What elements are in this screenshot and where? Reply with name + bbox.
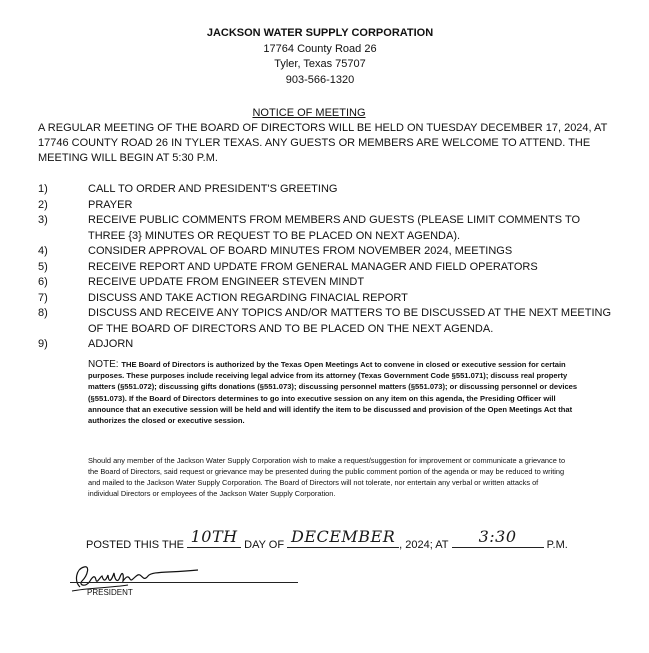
agenda-number: 2) bbox=[38, 198, 48, 211]
agenda-item bbox=[38, 275, 618, 291]
agenda-number: 7) bbox=[38, 291, 48, 304]
agenda-item bbox=[38, 213, 618, 244]
agenda-item bbox=[38, 260, 618, 276]
agenda-item bbox=[38, 198, 618, 214]
posted-month-blank bbox=[287, 527, 399, 548]
meeting-announcement: A REGULAR MEETING OF THE BOARD OF DIRECTORS WILL BE HELD ON TUESDAY DECEMBER 17, 2024, AT 17746 COUNTY ROAD 26 IN TYLER TEXAS. ANY GUESTS OR MEMBERS ARE WELCOME TO ATTEND. THE MEETING WILL BEGIN AT 5:30 P.M. bbox=[38, 122, 608, 164]
letterhead bbox=[0, 26, 640, 88]
posted-suffix: P.M. bbox=[546, 539, 568, 551]
phone-number: 903-566-1320 bbox=[285, 73, 355, 86]
agenda-text: RECEIVE PUBLIC COMMENTS FROM MEMBERS AND GUESTS (PLEASE LIMIT COMMENTS TO THREE {3} MINUTES OR REQUEST TO BE PLACED ON NEXT AGENDA). bbox=[88, 214, 581, 242]
signature-line bbox=[70, 582, 298, 583]
executive-session-note bbox=[88, 359, 583, 426]
agenda-text: CONSIDER APPROVAL OF BOARD MINUTES FROM NOVEMBER 2024, MEETINGS bbox=[88, 245, 513, 257]
address-line-2: Tyler, Texas 75707 bbox=[274, 58, 366, 70]
agenda-item bbox=[38, 291, 618, 307]
agenda-item bbox=[38, 337, 618, 353]
agenda-number: 4) bbox=[38, 245, 48, 257]
agenda-item bbox=[38, 182, 618, 198]
note-text: THE Board of Directors is authorized by the Texas Open Meetings Act to convene in closed or executive session for certain purposes. These purposes include receiving legal advice from its attorney (Texas Government Code §551.071); discuss real property matters (§551.072); discussing gifts donations (§551.073); discussing personnel matters (§551.073); or discussing personnel or devices (§551.073). If the Board of Directors determines to go into executive session on any item on this agenda, the Presiding Officer will announce that an executive session will be held and will identify the item to be discussed and provision of the Open Meetings Act that authorizes the closed or executive session. bbox=[88, 360, 578, 426]
agenda-number: 6) bbox=[38, 276, 48, 288]
agenda-text: CALL TO ORDER AND PRESIDENT'S GREETING bbox=[88, 183, 338, 195]
grievance-paragraph: Should any member of the Jackson Water Supply Corporation wish to make a request/suggestion for improvement or communicate a grievance to the Board of Directors, said request or grievance may be presented during the public comment portion of the agenda or may be reduced to writing and mailed to the Jackson Water Supply Corporation. The Board of Directors will not tolerate, nor entertain any verbal or written attacks of individual Directors or employees of the Jackson Water Supply Corporation. bbox=[88, 456, 566, 498]
organization-name: JACKSON WATER SUPPLY CORPORATION bbox=[206, 27, 434, 39]
agenda-number: 5) bbox=[38, 260, 48, 273]
agenda-text: DISCUSS AND TAKE ACTION REGARDING FINACIAL REPORT bbox=[88, 291, 408, 304]
posted-prefix: POSTED THIS THE bbox=[86, 539, 185, 551]
posting-line bbox=[86, 527, 606, 551]
agenda-text: DISCUSS AND RECEIVE ANY TOPICS AND/OR MATTERS TO BE DISCUSSED AT THE NEXT MEETING OF THE BOARD OF DIRECTORS AND TO BE PLACED ON THE NEXT AGENDA. bbox=[88, 307, 612, 335]
agenda-number: 3) bbox=[38, 214, 48, 226]
agenda-number: 1) bbox=[38, 183, 48, 195]
posted-day-of: DAY OF bbox=[244, 539, 285, 551]
agenda-item bbox=[38, 244, 618, 260]
agenda-text: PRAYER bbox=[88, 198, 133, 211]
address-line-1: 17764 County Road 26 bbox=[263, 42, 377, 55]
agenda-text: ADJORN bbox=[88, 338, 134, 350]
agenda-item bbox=[38, 306, 618, 337]
agenda-text: RECEIVE REPORT AND UPDATE FROM GENERAL MANAGER AND FIELD OPERATORS bbox=[88, 260, 538, 273]
agenda-text: RECEIVE UPDATE FROM ENGINEER STEVEN MINDT bbox=[88, 276, 365, 288]
agenda-number: 8) bbox=[38, 307, 48, 319]
posted-time: 3:30 bbox=[478, 527, 517, 546]
note-label: NOTE: bbox=[88, 359, 122, 370]
agenda-number: 9) bbox=[38, 338, 48, 350]
posted-time-blank bbox=[452, 527, 544, 548]
posted-day: 10TH bbox=[190, 527, 238, 546]
posted-day-blank bbox=[187, 527, 241, 548]
notice-title: NOTICE OF MEETING bbox=[252, 107, 366, 119]
agenda-list bbox=[38, 182, 618, 353]
signature-title: PRESIDENT bbox=[87, 588, 133, 597]
posted-year: , 2024; AT bbox=[399, 539, 449, 551]
posted-month: DECEMBER bbox=[290, 527, 396, 546]
